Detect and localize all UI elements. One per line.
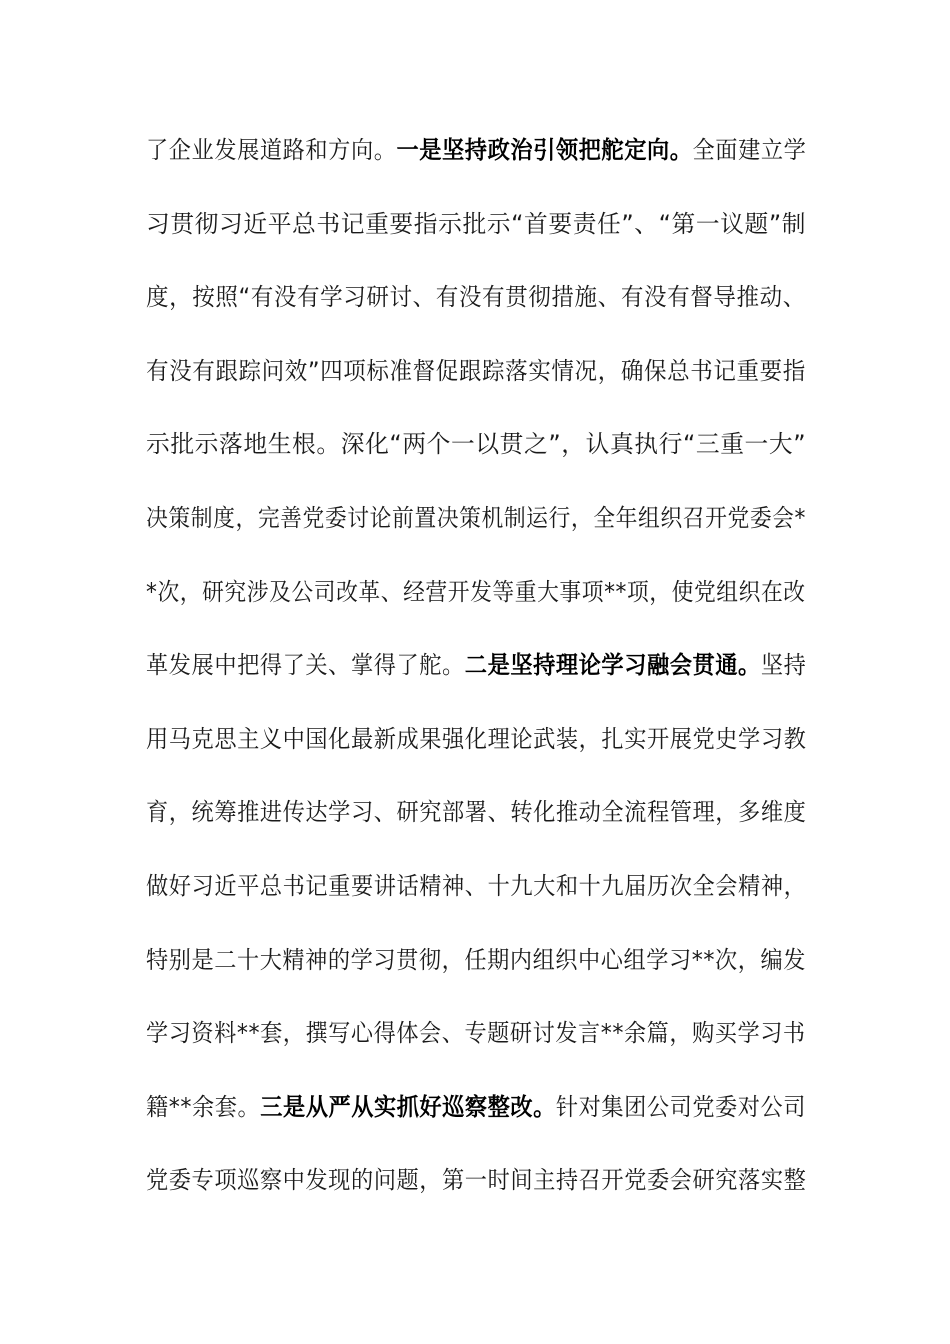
text-run: 用马克思主义中国化最新成果强化理论武装，扎实开展党史学习教: [146, 725, 807, 753]
text-line: [146, 792, 807, 832]
text-run: 全面建立学: [692, 136, 807, 164]
text-run: 籍**余套。: [146, 1093, 261, 1121]
text-line: [146, 1013, 806, 1053]
text-line: [146, 1160, 807, 1200]
text-run: 党委专项巡察中发现的问题，第一时间主持召开党委会研究落实整: [146, 1166, 807, 1194]
text-line: [146, 645, 807, 685]
text-line: [146, 572, 806, 612]
text-line: [146, 277, 806, 317]
text-run: 针对集团公司党委对公司: [555, 1093, 807, 1121]
text-run: 示批示落地生根。深化“两个一以贯之”，认真执行“三重一大”: [146, 430, 807, 458]
text-line: [146, 866, 807, 906]
text-line: [146, 940, 806, 980]
text-line: [146, 1087, 807, 1127]
text-run: 坚持: [760, 651, 807, 679]
text-run: 了企业发展道路和方向。: [146, 136, 397, 164]
text-run: 习贯彻习近平总书记重要指示批示“首要责任”、“第一议题”制: [146, 210, 807, 238]
text-line: [146, 130, 807, 170]
text-line: [146, 719, 807, 759]
text-line: [146, 204, 807, 244]
text-line: [146, 498, 806, 538]
bold-heading-run: 二是坚持理论学习融会贯通。: [464, 651, 761, 679]
bold-heading-run: 三是从严从实抓好巡察整改。: [260, 1093, 556, 1121]
text-line: [146, 351, 806, 391]
text-run: 做好习近平总书记重要讲话精神、十九大和十九届历次全会精神，: [146, 872, 807, 900]
text-run: 度，按照“有没有学习研讨、有没有贯彻措施、有没有督导推动、: [146, 283, 806, 311]
text-line: [146, 424, 807, 464]
text-run: 育，统筹推进传达学习、研究部署、转化推动全流程管理，多维度: [146, 798, 807, 826]
text-run: 学习资料**套，撰写心得体会、专题研讨发言**余篇，购买学习书: [146, 1019, 806, 1047]
text-run: 革发展中把得了关、掌得了舵。: [146, 651, 465, 679]
text-run: 决策制度，完善党委讨论前置决策机制运行，全年组织召开党委会*: [146, 504, 806, 532]
text-run: 特别是二十大精神的学习贯彻，任期内组织中心组学习**次，编发: [146, 946, 806, 974]
text-run: 有没有跟踪问效”四项标准督促跟踪落实情况，确保总书记重要指: [146, 357, 806, 385]
bold-heading-run: 一是坚持政治引领把舵定向。: [396, 136, 693, 164]
text-run: *次，研究涉及公司改革、经营开发等重大事项**项，使党组织在改: [146, 578, 806, 606]
